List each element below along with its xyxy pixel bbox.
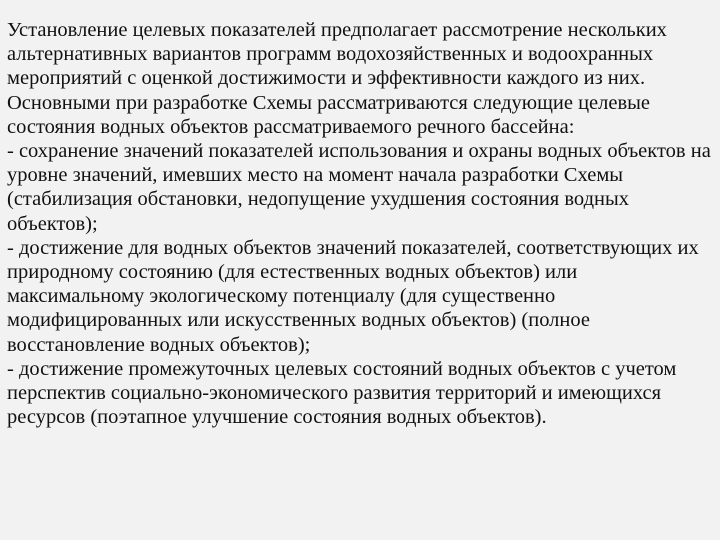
body-text [7, 18, 715, 429]
list-item-intermediate-states: - достижение промежуточных целевых состояний водных объектов с учетом перспектив социально-экономического развития территорий и имеющихся ресурсов (поэтапное улучшение состояния водных объектов). [7, 357, 677, 429]
list-item-full-restoration: - достижение для водных объектов значений показателей, соответствующих их природному состоянию (для естественных водных объектов) или максимальному экологическому потенциалу (для существенно модифицированных или искусственных водных объектов) (полное восстановление водных объектов); [7, 236, 699, 356]
list-item-preservation: - сохранение значений показателей использования и охраны водных объектов на уровне значений, имевших место на момент начала разработки Схемы (стабилизация обстановки, недопущение ухудшения состояния водных объектов); [7, 140, 711, 235]
paragraph-target-states: Основными при разработке Схемы рассматриваются следующие целевые состояния водных объектов рассматриваемого речного бассейна: [7, 91, 651, 138]
paragraph-intro: Установление целевых показателей предполагает рассмотрение нескольких альтернативных вариантов программ водохозяйственных и водоохранных мероприятий с оценкой достижимости и эффективности каждого из них. [7, 19, 667, 90]
